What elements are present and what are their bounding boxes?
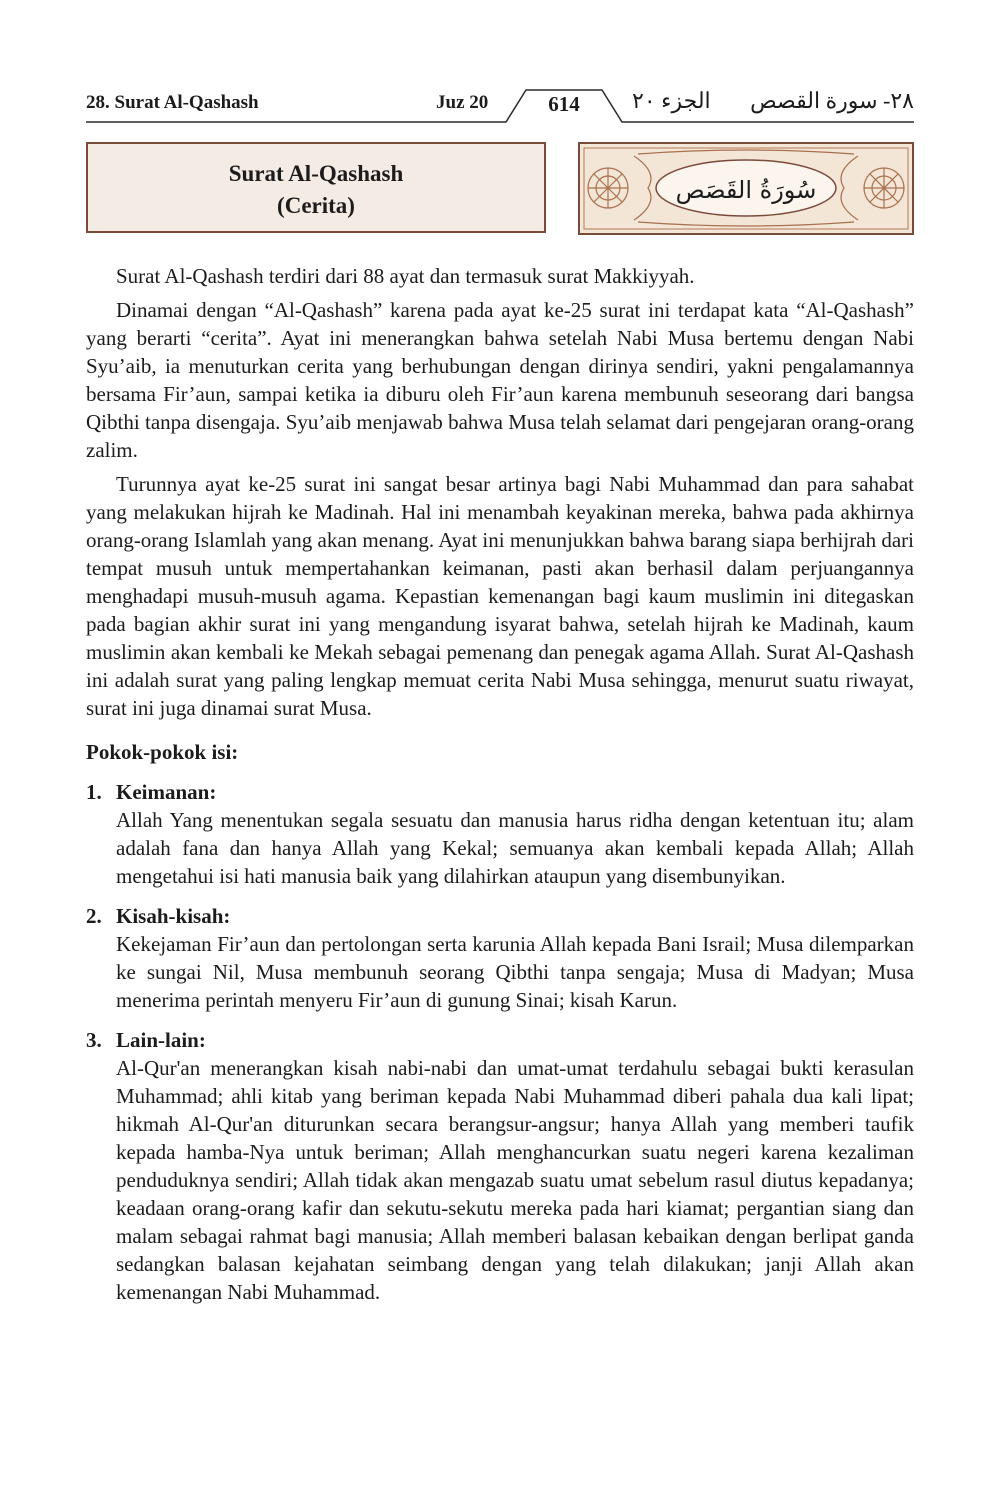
list-item-body: Al-Qur'an menerangkan kisah nabi-nabi dan umat-umat terdahulu sebagai bukti kerasulan Muhammad; ahli kitab yang beriman kepada Nabi Muhammad diberi pahala dua kali lipat; hikmah Al-Qur'an diturunkan secara berangsur-angsur; hanya Allah yang memberi taufik kepada hamba-Nya untuk beriman; Allah menghancurkan suatu negeri karena kezaliman penduduknya sendiri; Allah tidak akan mengazab suatu umat sebelum rasul diutus kepadanya; keadaan orang-orang kafir dan sekutu-sekutu mereka pada hari kiamat; pergantian siang dan malam sebagai rahmat bagi manusia; Allah memberi balasan kebaikan dengan berlipat ganda sedangkan balasan kejahatan seimbang dengan yang telah dilakukan; janji Allah akan kemenangan Nabi Muhammad. [116, 1056, 914, 1304]
list-item [86, 778, 914, 890]
running-header [86, 88, 914, 124]
list-item-title [86, 1026, 914, 1054]
ornament-arabic-title: سُورَةُ القَصَص [675, 176, 817, 204]
header-surah-latin: 28. Surat Al-Qashash [86, 92, 259, 113]
list-item-label: Kisah-kisah: [116, 904, 231, 928]
intro-paragraph: Surat Al-Qashash terdiri dari 88 ayat dan termasuk surat Makkiyyah. [116, 264, 695, 288]
section-heading: Pokok-pokok isi: [86, 740, 239, 764]
intro-paragraph: Dinamai dengan “Al-Qashash” karena pada ayat ke-25 surat ini terdapat kata “Al-Qashash” yang berarti “cerita”. Ayat ini menerangkan bahwa setelah Nabi Musa bertemu dengan Nabi Syu’aib, ia menuturkan cerita yang berhubungan dengan dirinya sendiri, yakni pengalamannya bersama Fir’aun, sampai ketika ia diburu oleh Fir’aun karena membunuh seseorang dari bangsa Qibthi tanpa disengaja. Syu’aib menjawab bahwa Musa telah selamat dari pengejaran orang-orang zalim. [86, 298, 914, 462]
surah-ornament-banner [578, 142, 914, 235]
header-surah-arabic: ٢٨- سورة القصص [750, 88, 914, 113]
list-item-number: 2. [86, 904, 102, 928]
list-item-label: Keimanan: [116, 780, 217, 804]
header-juz-arabic: الجزء ٢٠ [632, 88, 711, 113]
main-content [86, 262, 914, 1306]
list-item-title [86, 902, 914, 930]
header-juz-latin: Juz 20 [436, 92, 489, 113]
list-item-body: Kekejaman Fir’aun dan pertolongan serta karunia Allah kepada Bani Israil; Musa dilemparkan ke sungai Nil, Musa membunuh seorang Qibthi tanpa sengaja; Musa di Madyan; Musa menerima perintah menyeru Fir’aun di gunung Sinai; kisah Karun. [116, 932, 914, 1012]
surah-title-box [86, 142, 546, 233]
list-item-title [86, 778, 914, 806]
intro-paragraph: Turunnya ayat ke-25 surat ini sangat besar artinya bagi Nabi Muhammad dan para sahabat yang melakukan hijrah ke Madinah. Hal ini menambah keyakinan mereka, bahwa pada akhirnya orang-orang Islamlah yang akan menang. Ayat ini menunjukkan bahwa barang siapa berhijrah dari tempat musuh untuk mempertahankan keimanan, pasti akan berhasil dalam perjuangannya menghadapi musuh-musuh agama. Kepastian kemenangan bagi kaum muslimin ini ditegaskan pada bagian akhir surat ini yang mengandung isyarat bahwa, setelah hijrah ke Madinah, kaum muslimin akan kembali ke Mekah sebagai pemenang dan penegak agama Allah. Surat Al-Qashash ini adalah surat yang paling lengkap memuat cerita Nabi Musa sehingga, menurut suatu riwayat, surat ini juga dinamai surat Musa. [86, 472, 914, 720]
list-item-number: 1. [86, 780, 102, 804]
page-number: 614 [548, 92, 580, 116]
list-item-body: Allah Yang menentukan segala sesuatu dan manusia harus ridha dengan ketentuan itu; alam adalah fana dan hanya Allah yang Kekal; semuanya akan kembali kepada Allah; Allah mengetahui isi hati manusia baik yang dilahirkan ataupun yang disembunyikan. [116, 808, 914, 888]
list-item [86, 1026, 914, 1306]
list-item-number: 3. [86, 1028, 102, 1052]
list-item-label: Lain-lain: [116, 1028, 206, 1052]
surah-subtitle: (Cerita) [277, 193, 355, 218]
surah-title: Surat Al-Qashash [228, 161, 404, 186]
list-item [86, 902, 914, 1014]
